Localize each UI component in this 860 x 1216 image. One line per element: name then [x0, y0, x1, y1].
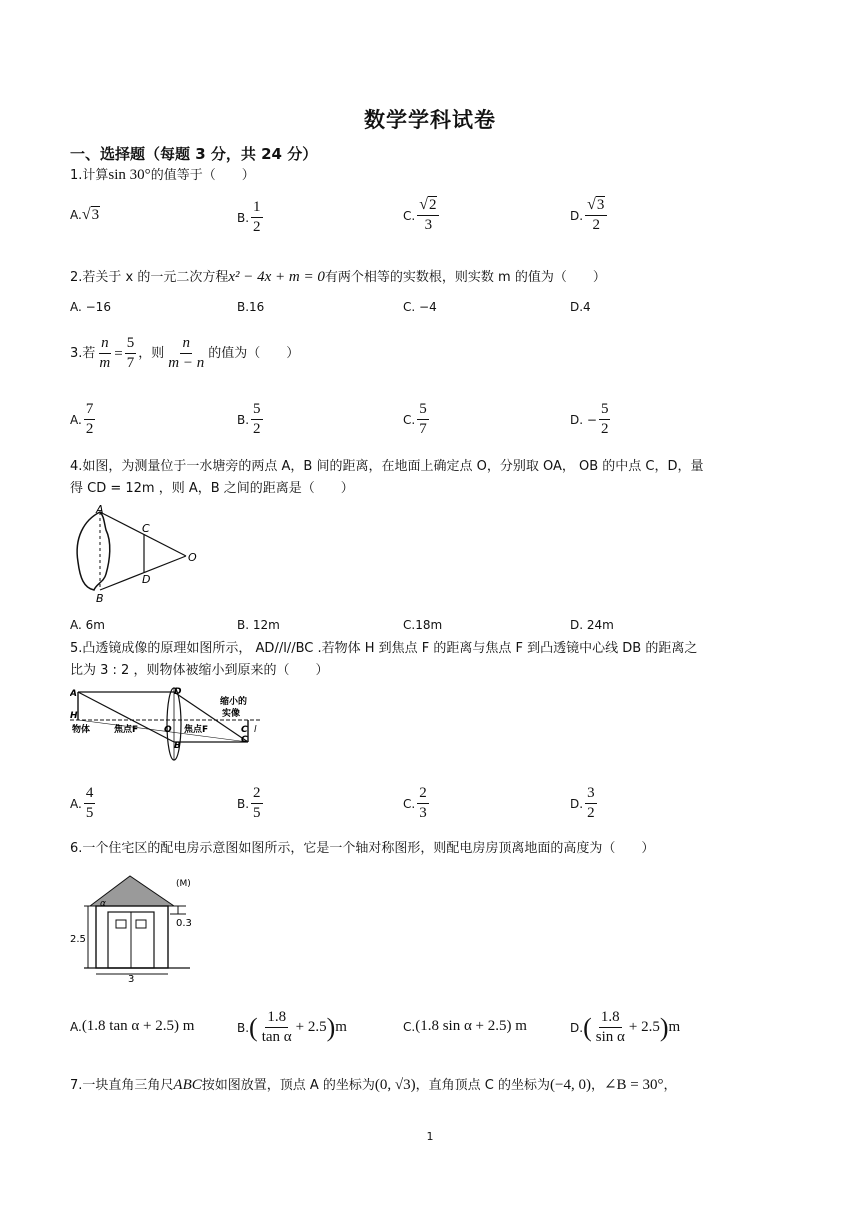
- q6-option-c[interactable]: C. (1.8 sin α + 2.5) m: [403, 1018, 527, 1034]
- fig5-label-object: 物体: [72, 725, 91, 735]
- question-7: 7.一块直角三角尺ABC按如图放置，顶点 A 的坐标为(0, √3)，直角顶点 C 的坐标为(−4, 0)，∠B = 30°，: [70, 1077, 677, 1093]
- question-3: 3.若 $\frac{n}{m}$ = $\frac{5}{7}$ ，则 $\frac{n}{m - n}$ 的值为（ ）: [70, 335, 300, 371]
- q4-figure: [70, 504, 210, 608]
- q2-option-c[interactable]: C. −4: [403, 300, 437, 314]
- q4-option-a[interactable]: A. 6m: [70, 618, 105, 632]
- q6-option-b[interactable]: B. ( $\frac{1.8}{\text{tan α}}$ + 2.5 ) m: [237, 1009, 347, 1045]
- q1-option-c[interactable]: C. √ 2 3: [403, 196, 441, 235]
- fig5-label-c1: C: [241, 725, 248, 735]
- q1-option-b[interactable]: B. $\frac{1}{2}$: [237, 199, 261, 235]
- page-title: 数学学科试卷: [364, 108, 496, 132]
- fig6-label-height: 2.5: [70, 934, 86, 945]
- q4-option-d[interactable]: D. 24m: [570, 618, 614, 632]
- q1-option-a[interactable]: A. √ 3: [70, 206, 100, 223]
- q4-option-c[interactable]: C.18m: [403, 618, 443, 632]
- q5-option-d[interactable]: D. $\frac{3}{2}$: [570, 785, 595, 821]
- q5-option-c[interactable]: C. $\frac{2}{3}$: [403, 785, 427, 821]
- fig4-label-o: O: [188, 551, 197, 564]
- question-1: 1.计算sin 30°的值等于（ ）: [70, 167, 255, 183]
- fig4-label-d: D: [142, 573, 151, 586]
- q5-option-a[interactable]: A. $\frac{4}{5}$: [70, 785, 94, 821]
- q5-figure: [70, 686, 270, 764]
- q3-option-a[interactable]: A. $\frac{7}{2}$: [70, 401, 94, 437]
- fig5-label-focus-right: 焦点F: [184, 725, 209, 735]
- fig5-label-a: A: [70, 689, 77, 699]
- q4-option-b[interactable]: B. 12m: [237, 618, 280, 632]
- fig6-label-thickness: 0.3: [176, 918, 192, 929]
- fig4-label-a: A: [96, 504, 104, 516]
- section-heading: 一、选择题（每题 3 分，共 24 分）: [70, 145, 318, 163]
- q6-figure: [70, 868, 210, 984]
- question-4: 4.如图，为测量位于一水塘旁的两点 A，B 间的距离，在地面上确定点 O，分别取 OA， OB 的中点 C，D，量 得 CD = 12m ，则 A，B 之间的距离是（ ）: [70, 459, 704, 496]
- q2-option-b[interactable]: B.16: [237, 300, 265, 314]
- fig5-label-image-line2: 实像: [222, 709, 241, 719]
- q6-option-a[interactable]: A. (1.8 tan α + 2.5) m: [70, 1018, 195, 1034]
- question-6: 6.一个住宅区的配电房示意图如图所示，它是一个轴对称图形，则配电房房顶离地面的高度为（ ）: [70, 841, 655, 856]
- q3-option-d[interactable]: D. − $\frac{5}{2}$: [570, 401, 609, 437]
- fig5-label-c2: C: [241, 735, 248, 745]
- fig5-label-o: O: [164, 725, 172, 735]
- q2-option-d[interactable]: D.4: [570, 300, 591, 314]
- page-number: 1: [426, 1130, 434, 1143]
- question-2: 2.若关于 x 的一元二次方程x² − 4x + m = 0有两个相等的实数根，则实数 m 的值为（ ）: [70, 269, 606, 285]
- fig5-label-image-line1: 缩小的: [220, 697, 248, 707]
- fig6-label-alpha: α: [100, 899, 106, 909]
- q5-option-b[interactable]: B. $\frac{2}{5}$: [237, 785, 261, 821]
- fig4-label-c: C: [142, 522, 150, 535]
- question-5: 5.凸透镜成像的原理如图所示， AD//l//BC .若物体 H 到焦点 F 的距离与焦点 F 到凸透镜中心线 DB 的距离之 比为 3 : 2 ，则物体被缩小到原来的（ ）: [70, 641, 698, 678]
- q2-option-a[interactable]: A. −16: [70, 300, 111, 314]
- fig5-label-h: H: [70, 711, 78, 721]
- q6-option-d[interactable]: D. ( $\frac{1.8}{\text{sin α}}$ + 2.5 ) m: [570, 1009, 681, 1045]
- q3-option-b[interactable]: B. $\frac{5}{2}$: [237, 401, 261, 437]
- fig4-label-b: B: [96, 592, 104, 605]
- fig6-label-unit: (M): [176, 879, 191, 889]
- fig6-label-width: 3: [128, 974, 135, 984]
- fig5-label-l: l: [254, 725, 257, 735]
- fig5-label-d: D: [174, 687, 182, 697]
- fig5-label-focus-left: 焦点F: [114, 725, 139, 735]
- fig5-label-b: B: [174, 741, 181, 751]
- q1-option-d[interactable]: D. √ 3 2: [570, 196, 609, 235]
- q3-option-c[interactable]: C. $\frac{5}{7}$: [403, 401, 427, 437]
